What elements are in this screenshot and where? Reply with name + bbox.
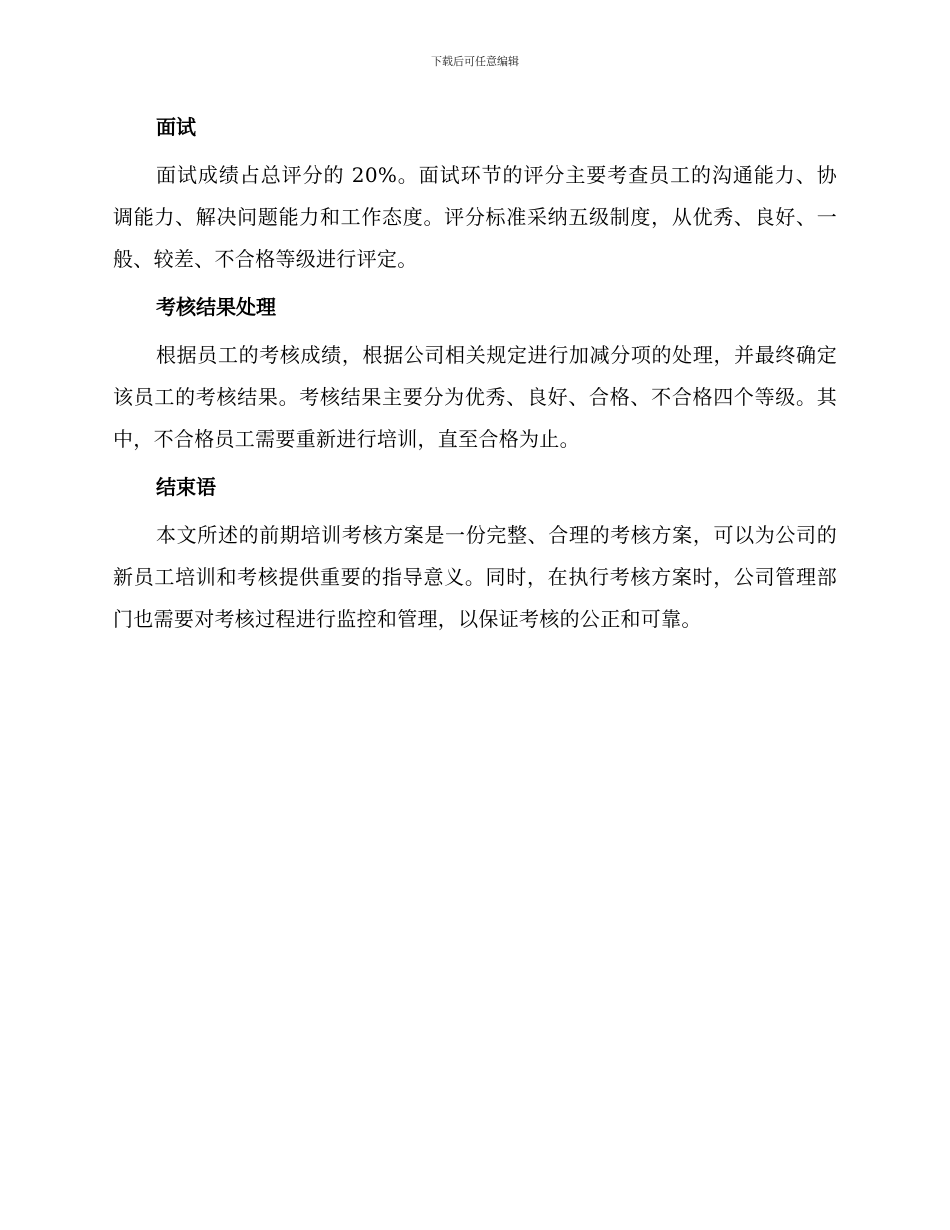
section-body-conclusion: 本文所述的前期培训考核方案是一份完整、合理的考核方案，可以为公司的新员工培训和考核提供重要的指导意义。同时，在执行考核方案时，公司管理部门也需要对考核过程进行监控和管理，以保证考核的公正和可靠。 (113, 523, 837, 631)
document-body (113, 110, 837, 650)
section-body-interview: 面试成绩占总评分的 20%。面试环节的评分主要考查员工的沟通能力、协调能力、解决问题能力和工作态度。评分标准采纳五级制度，从优秀、良好、一般、较差、不合格等级进行评定。 (113, 163, 837, 271)
section-heading-conclusion: 结束语 (156, 475, 216, 499)
section-heading-result-handling: 考核结果处理 (156, 295, 276, 319)
header-note: 下载后可任意编辑 (431, 55, 519, 68)
section-heading-interview: 面试 (156, 115, 196, 139)
section-body-result-handling: 根据员工的考核成绩，根据公司相关规定进行加减分项的处理，并最终确定该员工的考核结果。考核结果主要分为优秀、良好、合格、不合格四个等级。其中，不合格员工需要重新进行培训，直至合格为止。 (113, 343, 837, 451)
